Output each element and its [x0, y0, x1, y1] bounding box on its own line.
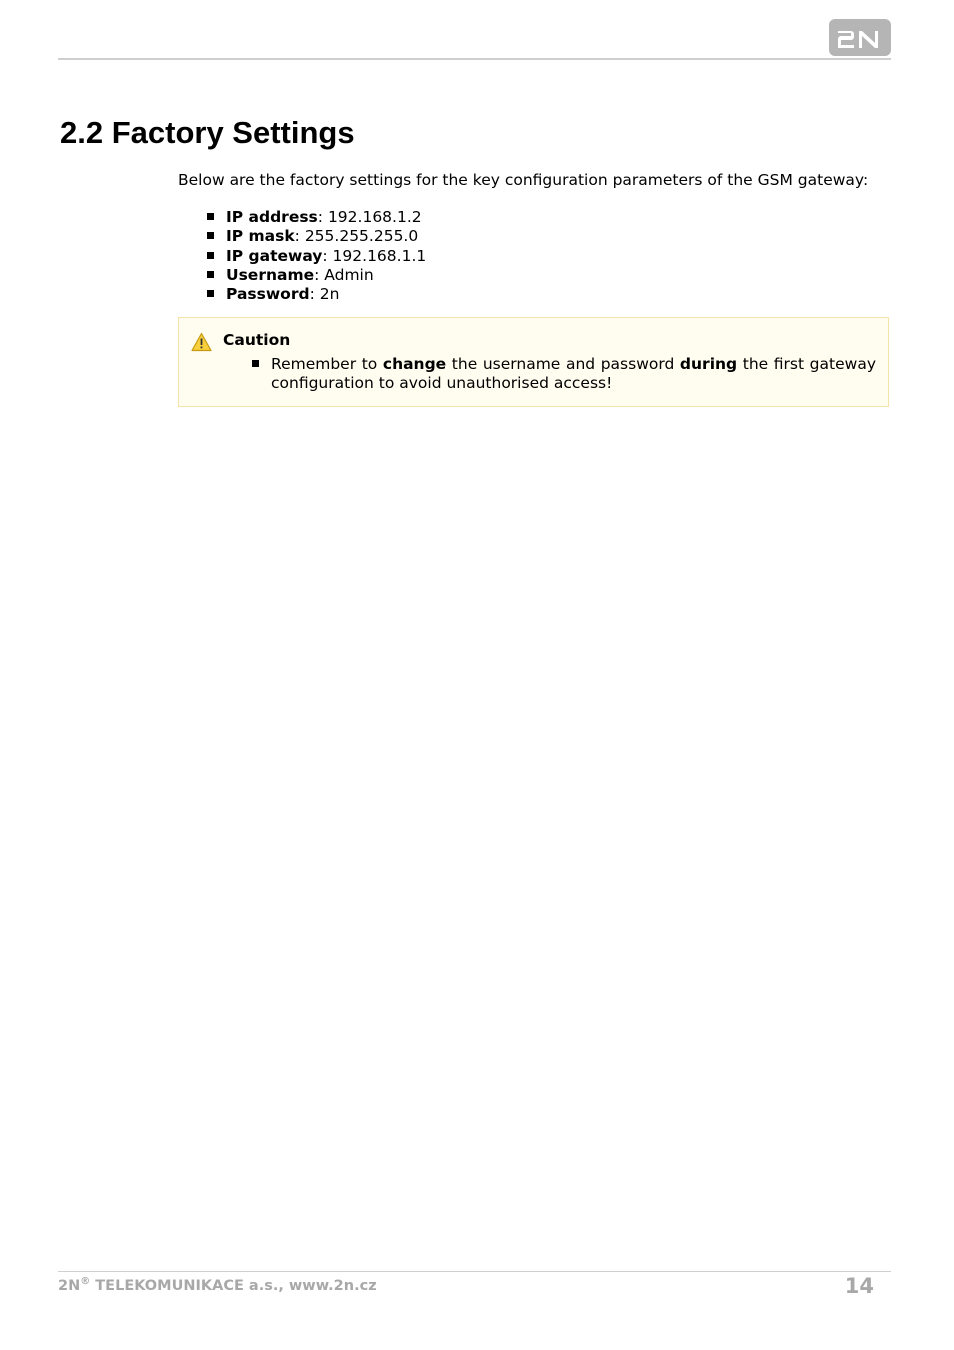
caution-text: the username and password: [446, 355, 680, 374]
setting-label: IP mask: [226, 227, 295, 246]
footer-company-name: TELEKOMUNIKACE a.s., www.2n.cz: [90, 1278, 377, 1294]
setting-label: Password: [226, 285, 310, 304]
factory-settings-list: [178, 208, 889, 304]
setting-value: : 192.168.1.2: [317, 208, 422, 226]
registered-mark: ®: [80, 1276, 91, 1287]
list-item: [226, 285, 889, 304]
setting-value: : 255.255.255.0: [294, 227, 419, 246]
footer-company: [58, 1278, 377, 1294]
footer-divider: [58, 1271, 891, 1272]
caution-list: [271, 355, 876, 393]
header-divider: [58, 58, 891, 60]
setting-label: IP address: [226, 208, 318, 226]
setting-value: : 192.168.1.1: [322, 246, 427, 265]
caution-title: Caution: [223, 331, 291, 350]
list-item: [226, 247, 889, 266]
setting-label: IP gateway: [226, 246, 323, 265]
setting-value: : Admin: [314, 265, 374, 284]
list-item: [226, 266, 889, 285]
caution-emphasis: during: [679, 355, 738, 374]
setting-value: : 2n: [309, 285, 340, 304]
page-number: 14: [844, 1274, 874, 1298]
setting-label: Username: [226, 265, 315, 284]
caution-box: [178, 317, 889, 407]
caution-text: Remember to: [271, 355, 383, 374]
list-item: [226, 208, 889, 227]
caution-emphasis: change: [382, 355, 447, 374]
page-title: 2.2 Factory Settings: [60, 115, 355, 150]
list-item: [226, 227, 889, 246]
intro-paragraph: Below are the factory settings for the key configuration parameters of the GSM gateway:: [178, 171, 869, 189]
warning-triangle-icon: [191, 332, 212, 352]
list-item: [271, 355, 876, 393]
2n-logo-icon: [829, 19, 891, 56]
caution-text: the first gateway configuration to avoid unauthorised access!: [271, 355, 876, 393]
section-content: [178, 171, 889, 407]
footer-brand: 2N: [58, 1278, 81, 1294]
